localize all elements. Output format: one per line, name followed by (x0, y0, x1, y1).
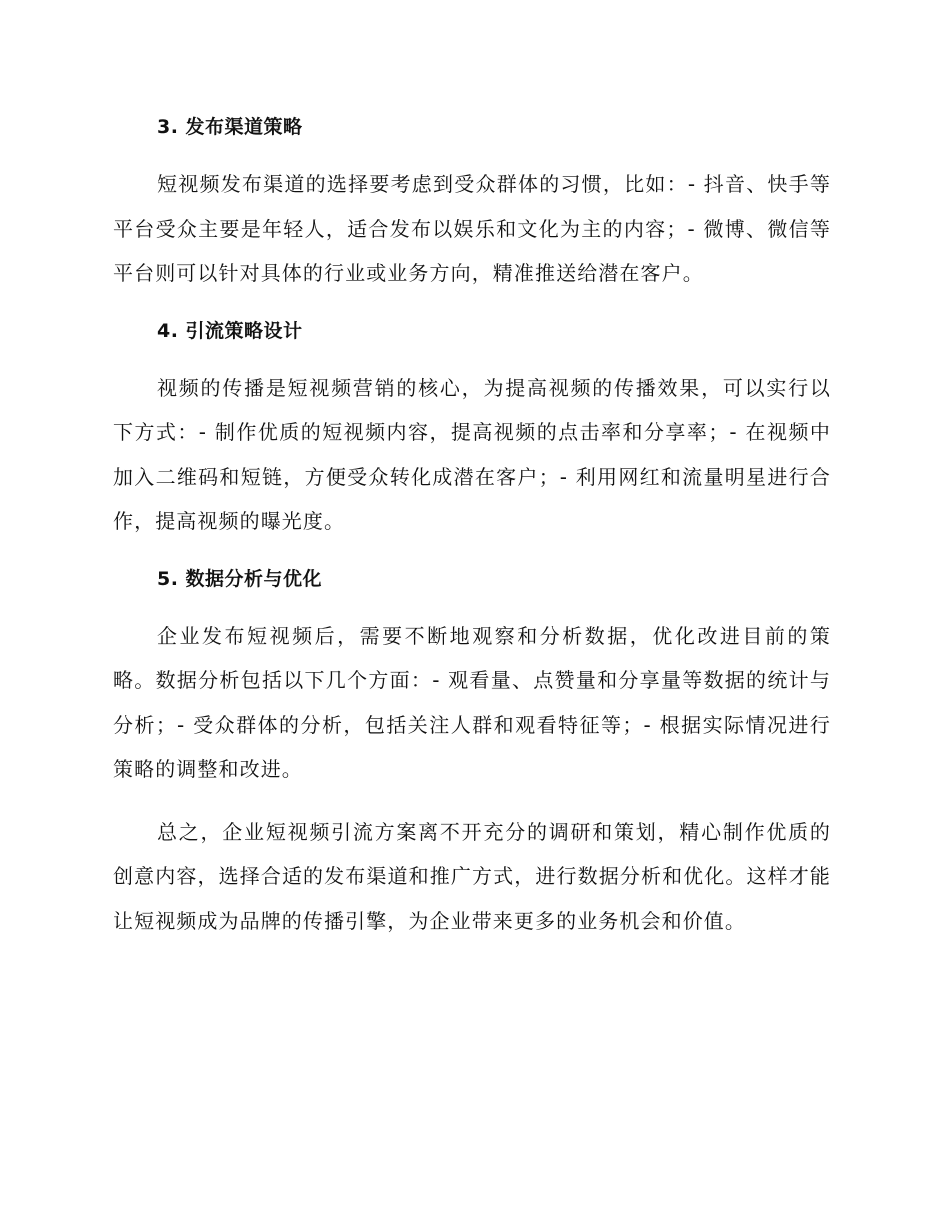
section-heading-publish-channel: 3. 发布渠道策略 (157, 116, 303, 138)
conclusion-paragraph: 总之，企业短视频引流方案离不开充分的调研和策划，精心制作优质的创意内容，选择合适的发布渠道和推广方式，进行数据分析和优化。这样才能让短视频成为品牌的传播引擎，为企业带来更多的业务机会和价值。 (113, 819, 831, 933)
document-content (113, 110, 831, 943)
section-heading-data-analysis: 5. 数据分析与优化 (157, 567, 323, 590)
section-body-data-analysis: 企业发布短视频后，需要不断地观察和分析数据，优化改进目前的策略。数据分析包括以下几个方面：- 观看量、点赞量和分享量等数据的统计与分析；- 受众群体的分析，包括关注人群和观看特征等；- 根据实际情况进行策略的调整和改进。 (113, 623, 831, 781)
section-heading-traffic-strategy: 4. 引流策略设计 (157, 319, 303, 342)
section-body-publish-channel: 短视频发布渠道的选择要考虑到受众群体的习惯，比如：- 抖音、快手等平台受众主要是年轻人，适合发布以娱乐和文化为主的内容；- 微博、微信等平台则可以针对具体的行业或业务方向，精准推送给潜在客户。 (113, 172, 831, 285)
section-body-traffic-strategy: 视频的传播是短视频营销的核心，为提高视频的传播效果，可以实行以下方式：- 制作优质的短视频内容，提高视频的点击率和分享率；- 在视频中加入二维码和短链，方便受众转化成潜在客户；- 利用网红和流量明星进行合作，提高视频的曝光度。 (113, 375, 831, 533)
